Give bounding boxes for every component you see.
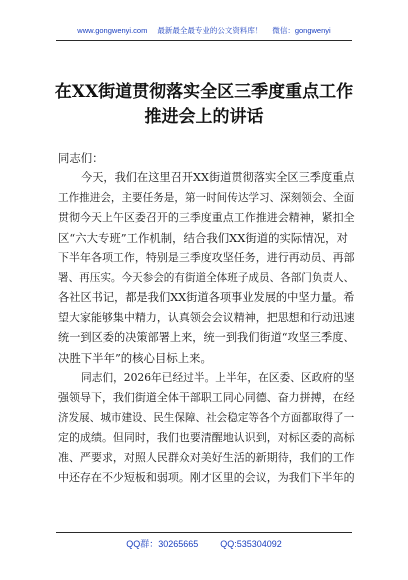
body-line: 定的成绩。但同时，我们也要清醒地认识到，对标区委的高标 (58, 431, 355, 444)
body-line: 下半年各项工作，特别是三季度攻坚任务，进行再动员、再部 (58, 251, 355, 264)
body-line: 济发展、城市建设、民生保障、社会稳定等各个方面都取得了一 (58, 412, 355, 424)
body-line: 区“六大专班”工作机制，结合我们XX街道的实际情况，对 (58, 231, 348, 245)
header-slogan: 最新最全最专业的公文资料库！ (157, 26, 263, 35)
document-title (40, 80, 368, 130)
body-line: 中还存在不少短板和弱项。刚才区里的会议，为我们下半年的 (58, 471, 355, 484)
body-line: 贯彻今天上午区委召开的三季度重点工作推进会精神，紧扣全 (58, 211, 355, 224)
page-footer (0, 537, 408, 550)
salutation: 同志们： (58, 151, 104, 165)
header-rule (56, 40, 352, 41)
title-line-2: 推进会上的讲话 (144, 107, 264, 127)
footer-qq-group: QQ群：30265665 (126, 539, 199, 549)
body-line: 今天，我们在这里召开XX街道贯彻落实全区三季度重点 (81, 171, 355, 184)
body-line: 同志们，2026年已经过半。上半年，在区委、区政府的坚 (81, 371, 355, 384)
body-line: 强领导下，我们街道全体干部职工同心同德、奋力拼搏，在经 (58, 391, 355, 404)
body-line: 署、再压实。今天参会的有街道全体班子成员、各部门负责人、 (58, 272, 355, 284)
body-line: 准、严要求，对照人民群众对美好生活的新期待，我们的工作 (58, 451, 355, 464)
header-site-link[interactable]: www.gongwenyi.com (77, 26, 148, 35)
body-line: 工作推进会，主要任务是，第一时间传达学习、深刻领会、全面 (58, 192, 355, 204)
page-header (0, 25, 408, 36)
body-line: 望大家能够集中精力，认真领会会议精神，把思想和行动迅速 (58, 311, 355, 324)
header-wechat: 微信：gongwenyi (272, 26, 331, 35)
body-line: 决胜下半年”的核心目标上来。 (58, 351, 212, 365)
body-line: 各社区书记，都是我们XX街道各项事业发展的中坚力量。希 (58, 291, 355, 304)
document-body (58, 148, 356, 488)
body-line: 统一到区委的决策部署上来，统一到我们街道“攻坚三季度、 (58, 331, 355, 344)
footer-qq-contact: QQ:535304092 (220, 539, 282, 549)
footer-rule (56, 532, 352, 533)
title-line-1: 在XX街道贯彻落实全区三季度重点工作 (54, 82, 354, 102)
